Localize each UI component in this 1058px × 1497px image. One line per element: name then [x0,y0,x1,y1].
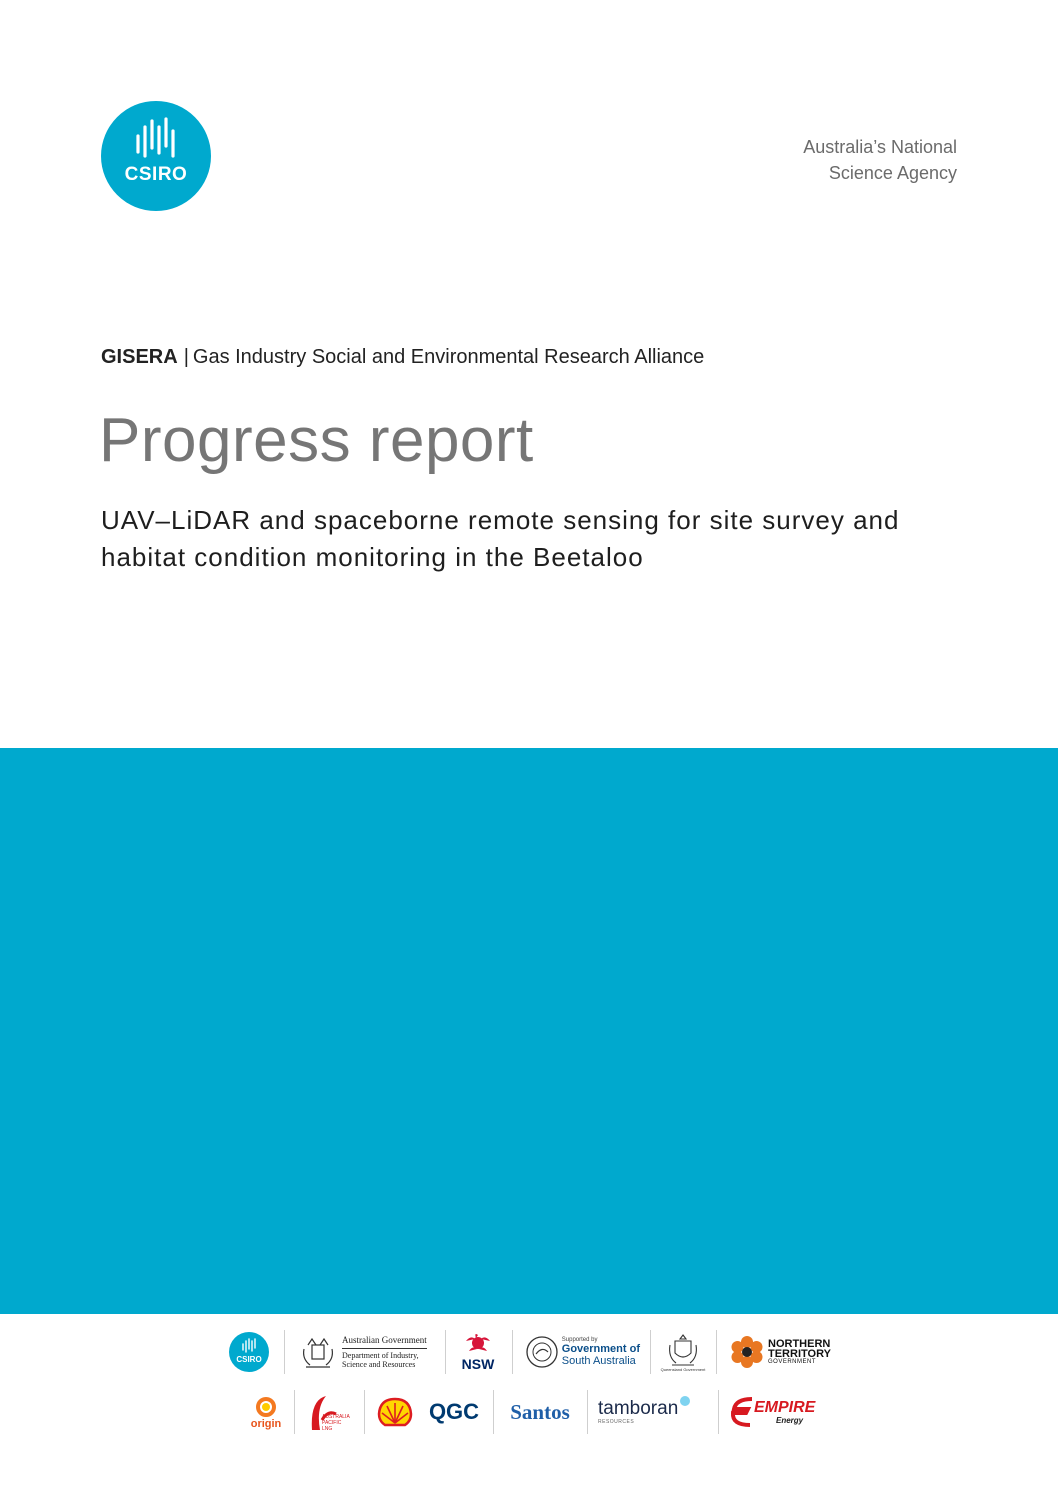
csiro-waveform-icon [101,101,211,211]
partner-qgc-logo [424,1387,484,1437]
csiro-logo-text: CSIRO [124,164,188,185]
logo-divider [512,1330,513,1374]
partner-queensland-government-logo [658,1327,708,1377]
partner-santos-logo [502,1387,578,1437]
partner-logo-row-1 [0,1327,1058,1377]
partner-tamboran-logo [598,1387,708,1437]
empire-swoosh-icon [730,1395,756,1429]
tamboran-text: tamboran [598,1398,679,1419]
tagline-line2: Science Agency [828,163,957,183]
logo-divider [364,1390,365,1434]
partner-empire-energy-logo [730,1387,820,1437]
logo-divider [718,1390,719,1434]
report-title: UAV–LiDAR and spaceborne remote sensing for site survey and habitat condition monitoring in the Beetaloo [101,505,900,572]
qgc-text: QGC [428,1399,480,1424]
desert-rose-icon [729,1334,765,1370]
tamboran-sub-text: RESOURCES [598,1419,635,1425]
aus-gov-line2: Department of Industry, [342,1351,419,1360]
nt-line1: NORTHERN [768,1337,831,1350]
aus-gov-line3: Science and Resources [342,1360,416,1369]
aplng-text: AUSTRALIA PACIFIC LNG [322,1414,350,1432]
sa-piping-shrike-icon [525,1335,558,1369]
empire-sub-text: Energy [776,1415,804,1425]
program-full-name: Gas Industry Social and Environmental Research Alliance [192,346,705,368]
partner-nsw-logo [455,1327,501,1377]
agency-tagline [803,134,957,186]
queensland-crest-icon [666,1333,700,1367]
nt-line2: TERRITORY [768,1347,831,1360]
sa-supported-by: Supported by [561,1337,598,1343]
report-type: Progress report [99,406,534,475]
program-abbreviation: GISERA [101,346,178,368]
partner-csiro-text: CSIRO [236,1355,262,1364]
nsw-text: NSW [461,1356,495,1372]
tagline-line1: Australia’s National [803,137,957,157]
sa-line2: South Australia [561,1355,636,1367]
logo-divider [587,1390,588,1434]
nt-line3: GOVERNMENT [768,1358,817,1365]
csiro-small-waveform-icon [229,1332,269,1372]
logo-divider [716,1330,717,1374]
logo-divider [445,1330,446,1374]
csiro-logo [101,101,211,211]
partner-south-australia-logo [525,1327,640,1377]
aus-gov-line1: Australian Government [342,1335,427,1345]
tamboran-dot-icon [679,1395,691,1407]
santos-text: Santos [510,1399,570,1424]
shell-pecten-icon [377,1396,413,1428]
partner-logos [0,1314,1058,1497]
logo-divider [650,1330,651,1374]
origin-text: origin [250,1417,282,1430]
queensland-text: Queensland Government [660,1366,706,1372]
partner-csiro-logo [228,1327,270,1377]
origin-ring-icon [254,1395,278,1419]
logo-divider [284,1330,285,1374]
partner-shell-logo [373,1387,417,1437]
partner-australia-pacific-lng-logo [303,1387,353,1437]
coat-of-arms-icon [298,1333,338,1371]
waratah-icon [463,1333,493,1357]
sa-line1: Government of [561,1343,640,1355]
program-separator: | [183,346,189,368]
program-line [101,346,704,369]
logo-divider [294,1390,295,1434]
empire-text: EMPIRE [754,1398,816,1416]
partner-origin-logo [244,1387,288,1437]
partner-australian-government-logo [298,1327,430,1377]
cover-teal-band [0,748,1058,1314]
partner-logo-row-2 [0,1387,1058,1437]
partner-northern-territory-logo [729,1327,834,1377]
logo-divider [493,1390,494,1434]
